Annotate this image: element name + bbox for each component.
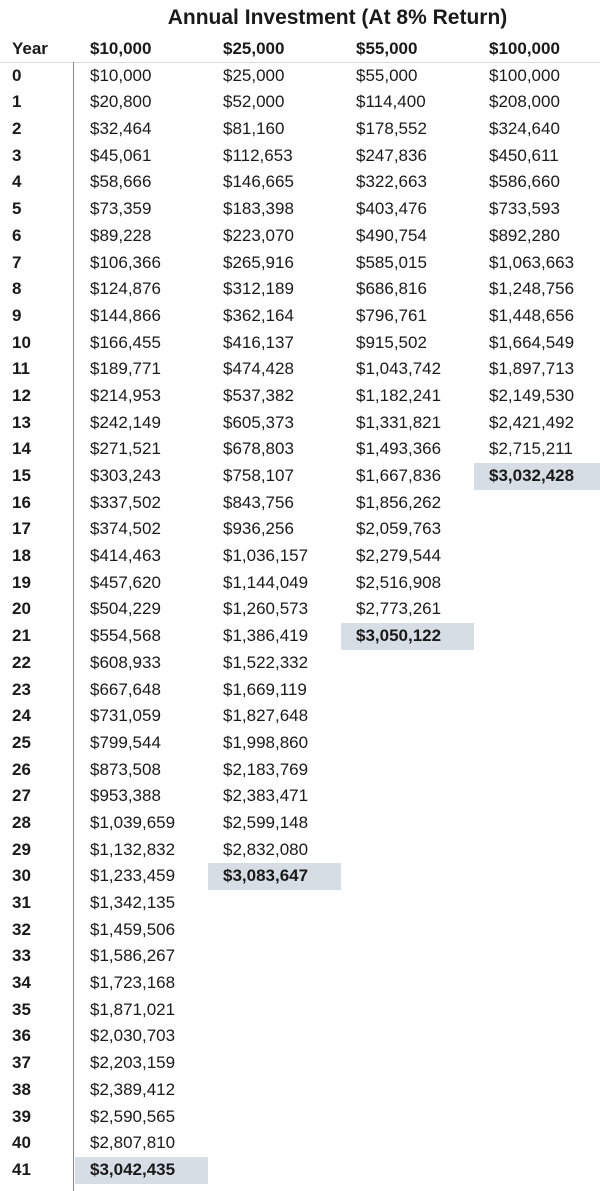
- value-cell: $608,933: [90, 652, 161, 672]
- value-cell: $2,183,769: [223, 759, 309, 779]
- value-cell: $1,182,241: [356, 385, 442, 405]
- value-cell: $2,715,211: [489, 439, 573, 459]
- value-cell: [474, 516, 600, 543]
- year-cell: 31: [12, 893, 31, 912]
- value-cell: $504,229: [90, 599, 161, 619]
- value-cell: $490,754: [356, 225, 427, 245]
- value-cell: [474, 1130, 600, 1157]
- year-cell: 30: [12, 866, 31, 886]
- value-cell: $1,827,648: [223, 706, 309, 726]
- year-cell: 28: [12, 812, 31, 832]
- year-cell: 40: [12, 1133, 31, 1153]
- value-cell: $2,203,159: [90, 1053, 176, 1073]
- value-cell: [341, 677, 474, 704]
- value-cell: $265,916: [223, 252, 294, 272]
- value-cell: [474, 650, 600, 677]
- value-cell: [208, 1157, 341, 1184]
- value-cell: $843,756: [223, 492, 294, 512]
- value-cell: $32,464: [90, 119, 152, 139]
- value-cell: [474, 543, 600, 570]
- value-cell: [474, 677, 600, 704]
- value-cell: $223,070: [223, 225, 294, 245]
- value-cell: $146,665: [223, 172, 294, 192]
- value-cell: $1,331,821: [356, 412, 442, 432]
- value-cell: [208, 997, 341, 1024]
- value-cell: $796,761: [356, 305, 427, 325]
- year-cell: 39: [12, 1106, 31, 1126]
- value-cell: [341, 1157, 474, 1184]
- value-cell: $55,000: [356, 65, 418, 85]
- value-cell: [474, 783, 600, 810]
- value-cell: $2,832,080: [223, 839, 309, 859]
- value-cell: [474, 837, 600, 864]
- value-cell: $208,000: [489, 92, 560, 112]
- value-cell: [208, 970, 341, 997]
- value-cell: $1,586,267: [90, 946, 176, 966]
- year-cell: 20: [12, 599, 31, 619]
- value-cell: $247,836: [356, 145, 427, 165]
- value-cell: [341, 730, 474, 757]
- value-cell: [474, 730, 600, 757]
- value-cell: [474, 863, 600, 890]
- value-cell: [208, 1023, 341, 1050]
- investment-table: [0, 36, 600, 1184]
- value-cell: $873,508: [90, 759, 161, 779]
- value-cell: $1,493,366: [356, 439, 442, 459]
- value-cell: [474, 703, 600, 730]
- value-cell: $585,015: [356, 252, 427, 272]
- year-cell: 14: [12, 439, 31, 459]
- year-cell: 5: [12, 199, 22, 219]
- year-cell: 7: [12, 252, 22, 272]
- year-cell: 13: [12, 412, 31, 432]
- value-cell: $106,366: [90, 252, 161, 272]
- value-cell: [474, 623, 600, 650]
- value-cell: $2,773,261: [356, 599, 442, 619]
- value-cell: [208, 1104, 341, 1131]
- value-cell: $1,043,742: [356, 359, 442, 379]
- value-cell: $45,061: [90, 145, 152, 165]
- value-cell: $20,800: [90, 92, 152, 112]
- value-cell: $450,611: [489, 145, 559, 165]
- year-cell: 11: [12, 359, 30, 379]
- value-cell: $3,042,435: [75, 1157, 208, 1184]
- value-cell: [474, 810, 600, 837]
- year-cell: 36: [12, 1026, 31, 1046]
- value-cell: $52,000: [223, 92, 285, 112]
- year-cell: 4: [12, 172, 22, 192]
- value-cell: $1,669,119: [223, 679, 307, 699]
- value-cell: $1,522,332: [223, 652, 309, 672]
- value-cell: $758,107: [223, 466, 294, 485]
- value-cell: [208, 890, 341, 917]
- value-cell: $2,516,908: [356, 572, 442, 592]
- value-cell: $362,164: [223, 305, 294, 325]
- value-cell: $1,233,459: [90, 866, 176, 886]
- value-cell: [341, 943, 474, 970]
- value-cell: [474, 890, 600, 917]
- value-cell: $892,280: [489, 225, 560, 245]
- value-cell: $58,666: [90, 172, 152, 192]
- value-cell: $337,502: [90, 492, 161, 512]
- value-cell: $1,036,157: [223, 546, 309, 566]
- value-cell: [341, 757, 474, 784]
- value-cell: $1,144,049: [223, 572, 309, 592]
- header-year: Year: [12, 39, 48, 58]
- value-cell: $731,059: [90, 706, 161, 726]
- year-cell: 1: [12, 92, 22, 112]
- value-cell: $178,552: [356, 119, 427, 139]
- value-cell: $100,000: [489, 65, 560, 85]
- value-cell: $457,620: [90, 572, 161, 592]
- value-cell: $114,400: [356, 92, 426, 112]
- value-cell: $733,593: [489, 199, 560, 219]
- value-cell: $1,386,419: [223, 626, 309, 646]
- year-cell: 29: [12, 839, 31, 859]
- value-cell: $271,521: [90, 439, 161, 459]
- column-header: $100,000: [489, 39, 560, 58]
- value-cell: $1,459,506: [90, 919, 176, 939]
- value-cell: $1,897,713: [489, 359, 575, 379]
- value-cell: [474, 970, 600, 997]
- value-cell: $936,256: [223, 519, 294, 539]
- year-cell: 3: [12, 145, 22, 165]
- value-cell: [341, 1077, 474, 1104]
- year-cell: 41: [12, 1159, 31, 1179]
- value-cell: $2,421,492: [489, 412, 575, 432]
- value-cell: [474, 570, 600, 597]
- value-cell: [341, 1050, 474, 1077]
- year-cell: 38: [12, 1079, 31, 1099]
- value-cell: [341, 970, 474, 997]
- value-cell: $1,667,836: [356, 466, 442, 485]
- value-cell: [474, 490, 600, 517]
- year-cell: 25: [12, 732, 31, 752]
- value-cell: [341, 997, 474, 1024]
- value-cell: $3,083,647: [208, 863, 341, 890]
- value-cell: [474, 917, 600, 944]
- value-cell: $324,640: [489, 119, 560, 139]
- value-cell: [474, 1157, 600, 1184]
- year-cell: 33: [12, 946, 31, 966]
- value-cell: [341, 917, 474, 944]
- year-cell: 37: [12, 1053, 31, 1073]
- value-cell: $214,953: [90, 385, 161, 405]
- year-cell: 17: [12, 519, 31, 539]
- value-cell: $686,816: [356, 279, 427, 299]
- value-cell: [341, 1023, 474, 1050]
- year-cell: 8: [12, 279, 22, 299]
- value-cell: $605,373: [223, 412, 294, 432]
- value-cell: $915,502: [356, 332, 427, 352]
- value-cell: $3,050,122: [341, 623, 474, 650]
- value-cell: $799,544: [90, 732, 161, 752]
- value-cell: $1,132,832: [90, 839, 176, 859]
- value-cell: [341, 837, 474, 864]
- value-cell: $1,039,659: [90, 812, 176, 832]
- value-cell: $112,653: [223, 145, 293, 165]
- value-cell: $1,448,656: [489, 305, 575, 325]
- year-cell: 32: [12, 919, 31, 939]
- value-cell: $2,059,763: [356, 519, 442, 539]
- year-cell: 18: [12, 546, 31, 566]
- value-cell: $2,807,810: [90, 1133, 176, 1153]
- value-cell: [474, 1050, 600, 1077]
- value-cell: $953,388: [90, 786, 161, 806]
- value-cell: $1,063,663: [489, 252, 575, 272]
- year-cell: 24: [12, 706, 31, 726]
- value-cell: [341, 703, 474, 730]
- value-cell: [474, 1023, 600, 1050]
- value-cell: $414,463: [90, 546, 161, 566]
- value-cell: $242,149: [90, 412, 161, 432]
- value-cell: $124,876: [90, 279, 161, 299]
- value-cell: $312,189: [223, 279, 294, 299]
- year-cell: 21: [12, 626, 31, 646]
- value-cell: $2,279,544: [356, 546, 442, 566]
- value-cell: $81,160: [223, 119, 285, 139]
- value-cell: [341, 1130, 474, 1157]
- value-cell: $1,998,860: [223, 732, 309, 752]
- value-cell: $667,648: [90, 679, 161, 699]
- value-cell: $73,359: [90, 199, 152, 219]
- value-cell: $1,856,262: [356, 492, 442, 512]
- year-cell: 6: [12, 225, 22, 245]
- value-cell: $1,260,573: [223, 599, 309, 619]
- column-header: $25,000: [223, 39, 285, 58]
- table-title: Annual Investment (At 8% Return): [75, 0, 600, 36]
- value-cell: [341, 890, 474, 917]
- year-cell: 22: [12, 652, 31, 672]
- value-cell: $1,723,168: [90, 973, 176, 993]
- year-cell: 2: [12, 119, 22, 139]
- value-cell: [208, 1077, 341, 1104]
- value-cell: $537,382: [223, 385, 294, 405]
- year-cell: 23: [12, 679, 31, 699]
- year-cell: 15: [12, 466, 31, 485]
- value-cell: $89,228: [90, 225, 152, 245]
- value-cell: [474, 997, 600, 1024]
- value-cell: $1,342,135: [90, 893, 176, 912]
- value-cell: [341, 650, 474, 677]
- value-cell: $144,866: [90, 305, 161, 325]
- value-cell: [341, 863, 474, 890]
- year-cell: 35: [12, 999, 31, 1019]
- year-cell: 34: [12, 973, 31, 993]
- value-cell: [341, 810, 474, 837]
- year-column-divider: [73, 62, 74, 1191]
- value-cell: $2,389,412: [90, 1079, 176, 1099]
- value-cell: $10,000: [90, 65, 152, 85]
- year-cell: 27: [12, 786, 31, 806]
- year-cell: 12: [12, 385, 31, 405]
- value-cell: [341, 1104, 474, 1131]
- value-cell: [208, 1050, 341, 1077]
- value-cell: [208, 1130, 341, 1157]
- value-cell: $183,398: [223, 199, 294, 219]
- value-cell: $2,149,530: [489, 385, 575, 405]
- value-cell: $1,871,021: [90, 999, 176, 1019]
- value-cell: [474, 1104, 600, 1131]
- value-cell: $474,428: [223, 359, 294, 379]
- year-cell: 26: [12, 759, 31, 779]
- value-cell: $303,243: [90, 466, 161, 485]
- value-cell: $403,476: [356, 199, 427, 219]
- value-cell: $1,248,756: [489, 279, 575, 299]
- year-cell: 0: [12, 65, 22, 85]
- value-cell: [341, 783, 474, 810]
- year-cell: 9: [12, 305, 22, 325]
- value-cell: $25,000: [223, 65, 285, 85]
- column-header: $55,000: [356, 39, 418, 58]
- value-cell: $1,664,549: [489, 332, 575, 352]
- column-header: $10,000: [90, 39, 152, 58]
- value-cell: [474, 1077, 600, 1104]
- value-cell: $374,502: [90, 519, 161, 539]
- value-cell: $322,663: [356, 172, 427, 192]
- year-cell: 10: [12, 332, 31, 352]
- value-cell: [208, 943, 341, 970]
- value-cell: $2,599,148: [223, 812, 309, 832]
- value-cell: [474, 596, 600, 623]
- value-cell: $189,771: [90, 359, 161, 379]
- year-cell: 16: [12, 492, 31, 512]
- value-cell: $2,030,703: [90, 1026, 176, 1046]
- value-cell: $2,383,471: [223, 786, 309, 806]
- value-cell: [474, 757, 600, 784]
- value-cell: $166,455: [90, 332, 161, 352]
- value-cell: $586,660: [489, 172, 560, 192]
- value-cell: $2,590,565: [90, 1106, 176, 1126]
- value-cell: $416,137: [223, 332, 294, 352]
- value-cell: $554,568: [90, 626, 161, 646]
- value-cell: [208, 917, 341, 944]
- value-cell: $3,032,428: [474, 463, 600, 490]
- year-cell: 19: [12, 572, 31, 592]
- value-cell: [474, 943, 600, 970]
- value-cell: $678,803: [223, 439, 294, 459]
